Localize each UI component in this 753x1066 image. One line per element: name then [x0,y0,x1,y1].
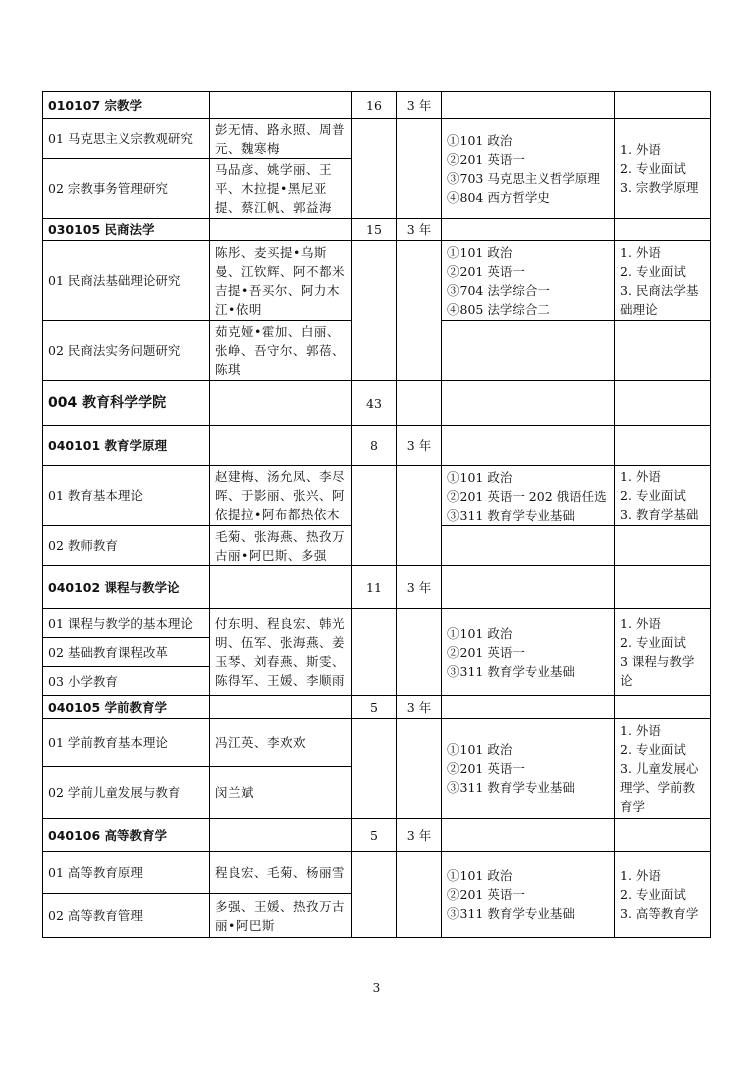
study-years: 3 年 [397,219,442,241]
retest-subjects: 1. 外语 2. 专业面试 3. 民商法学基础理论 [615,241,711,321]
major-title: 010107 宗教学 [43,92,210,119]
retest-subjects: 1. 外语 2. 专业面试 3. 宗教学原理 [615,119,711,219]
retest-subjects: 1. 外语 2. 专业面试 3. 教育学基础 [615,466,711,526]
supervisors: 付东明、程良宏、韩光明、伍军、张海燕、姜玉琴、刘春燕、斯雯、陈得军、王媛、李顺雨 [210,609,352,696]
supervisors: 陈彤、麦买提•乌斯曼、江钦辉、阿不都米吉提•吾买尔、阿力木江•依明 [210,241,352,321]
supervisors: 闵兰斌 [210,767,352,819]
direction-name: 02 教师教育 [43,526,210,566]
empty-cell [210,92,352,119]
direction-row [43,609,711,638]
empty-cell [615,92,711,119]
direction-name: 02 学前儿童发展与教育 [43,767,210,819]
major-header-row [43,696,711,719]
empty-cell [442,92,615,119]
direction-name: 01 学前教育基本理论 [43,719,210,767]
major-header-row [43,219,711,241]
exam-subjects: ①101 政治 ②201 英语一 ③311 教育学专业基础 [442,609,615,696]
retest-subjects: 1. 外语 2. 专业面试 3 课程与教学论 [615,609,711,696]
empty-cell [397,381,442,426]
direction-name: 02 基础教育课程改革 [43,638,210,667]
empty-cell [615,819,711,852]
direction-name: 03 小学教育 [43,667,210,696]
empty-cell [442,526,615,566]
supervisors: 多强、王媛、热孜万古丽•阿巴斯 [210,894,352,938]
direction-row [43,119,711,159]
direction-name: 01 高等教育原理 [43,852,210,894]
direction-row [43,852,711,894]
major-header-row [43,426,711,466]
quota: 11 [352,566,397,609]
major-title: 040101 教育学原理 [43,426,210,466]
empty-cell [397,241,442,381]
empty-cell [442,381,615,426]
exam-subjects: ①101 政治 ②201 英语一 ③311 教育学专业基础 [442,719,615,819]
empty-cell [615,381,711,426]
empty-cell [210,566,352,609]
major-title: 040105 学前教育学 [43,696,210,719]
supervisors: 马品彦、姚学丽、王平、木拉提•黑尼亚提、蔡江帆、郭益海 [210,159,352,219]
major-header-row [43,819,711,852]
retest-subjects: 1. 外语 2. 专业面试 3. 高等教育学 [615,852,711,938]
major-header-row [43,566,711,609]
empty-cell [615,321,711,381]
direction-row [43,466,711,526]
direction-name: 01 民商法基础理论研究 [43,241,210,321]
empty-cell [210,819,352,852]
retest-subjects: 1. 外语 2. 专业面试 3. 儿童发展心理学、学前教育学 [615,719,711,819]
direction-name: 01 课程与教学的基本理论 [43,609,210,638]
empty-cell [615,526,711,566]
empty-cell [442,819,615,852]
direction-name: 01 马克思主义宗教观研究 [43,119,210,159]
quota: 5 [352,819,397,852]
quota: 15 [352,219,397,241]
program-table [42,91,711,938]
study-years: 3 年 [397,696,442,719]
study-years: 3 年 [397,566,442,609]
school-title: 004 教育科学学院 [43,381,210,426]
empty-cell [210,381,352,426]
empty-cell [442,566,615,609]
major-title: 030105 民商法学 [43,219,210,241]
empty-cell [615,426,711,466]
empty-cell [397,719,442,819]
empty-cell [352,466,397,566]
direction-name: 01 教育基本理论 [43,466,210,526]
page-number: 3 [372,981,381,995]
empty-cell [352,609,397,696]
direction-name: 02 宗教事务管理研究 [43,159,210,219]
major-header-row [43,92,711,119]
major-title: 040102 课程与教学论 [43,566,210,609]
empty-cell [442,321,615,381]
empty-cell [615,219,711,241]
empty-cell [615,696,711,719]
supervisors: 毛菊、张海燕、热孜万古丽•阿巴斯、多强 [210,526,352,566]
study-years: 3 年 [397,819,442,852]
empty-cell [210,696,352,719]
empty-cell [352,241,397,381]
empty-cell [615,566,711,609]
direction-row [43,719,711,767]
quota: 16 [352,92,397,119]
empty-cell [397,609,442,696]
exam-subjects: ①101 政治 ②201 英语一 ③311 教育学专业基础 [442,852,615,938]
school-header-row [43,381,711,426]
supervisors: 赵建梅、汤允凤、李尽晖、于影丽、张兴、阿依提拉•阿布都热依木 [210,466,352,526]
quota: 5 [352,696,397,719]
direction-name: 02 民商法实务问题研究 [43,321,210,381]
quota: 43 [352,381,397,426]
empty-cell [210,426,352,466]
empty-cell [397,119,442,219]
empty-cell [397,852,442,938]
supervisors: 程良宏、毛菊、杨丽雪 [210,852,352,894]
exam-subjects: ①101 政治 ②201 英语一 ③703 马克思主义哲学原理 ④804 西方哲学史 [442,119,615,219]
empty-cell [352,719,397,819]
empty-cell [442,696,615,719]
study-years: 3 年 [397,92,442,119]
empty-cell [352,852,397,938]
direction-row [43,241,711,321]
supervisors: 茹克娅•霍加、白丽、张峥、吾守尔、郭蓓、陈琪 [210,321,352,381]
study-years: 3 年 [397,426,442,466]
quota: 8 [352,426,397,466]
major-title: 040106 高等教育学 [43,819,210,852]
exam-subjects: ①101 政治 ②201 英语一 ③704 法学综合一 ④805 法学综合二 [442,241,615,321]
exam-subjects: ①101 政治 ②201 英语一 202 俄语任选 ③311 教育学专业基础 [442,466,615,526]
supervisors: 冯江英、李欢欢 [210,719,352,767]
direction-name: 02 高等教育管理 [43,894,210,938]
empty-cell [442,426,615,466]
empty-cell [210,219,352,241]
empty-cell [442,219,615,241]
supervisors: 彭无情、路永照、周普元、魏寒梅 [210,119,352,159]
empty-cell [352,119,397,219]
empty-cell [397,466,442,566]
